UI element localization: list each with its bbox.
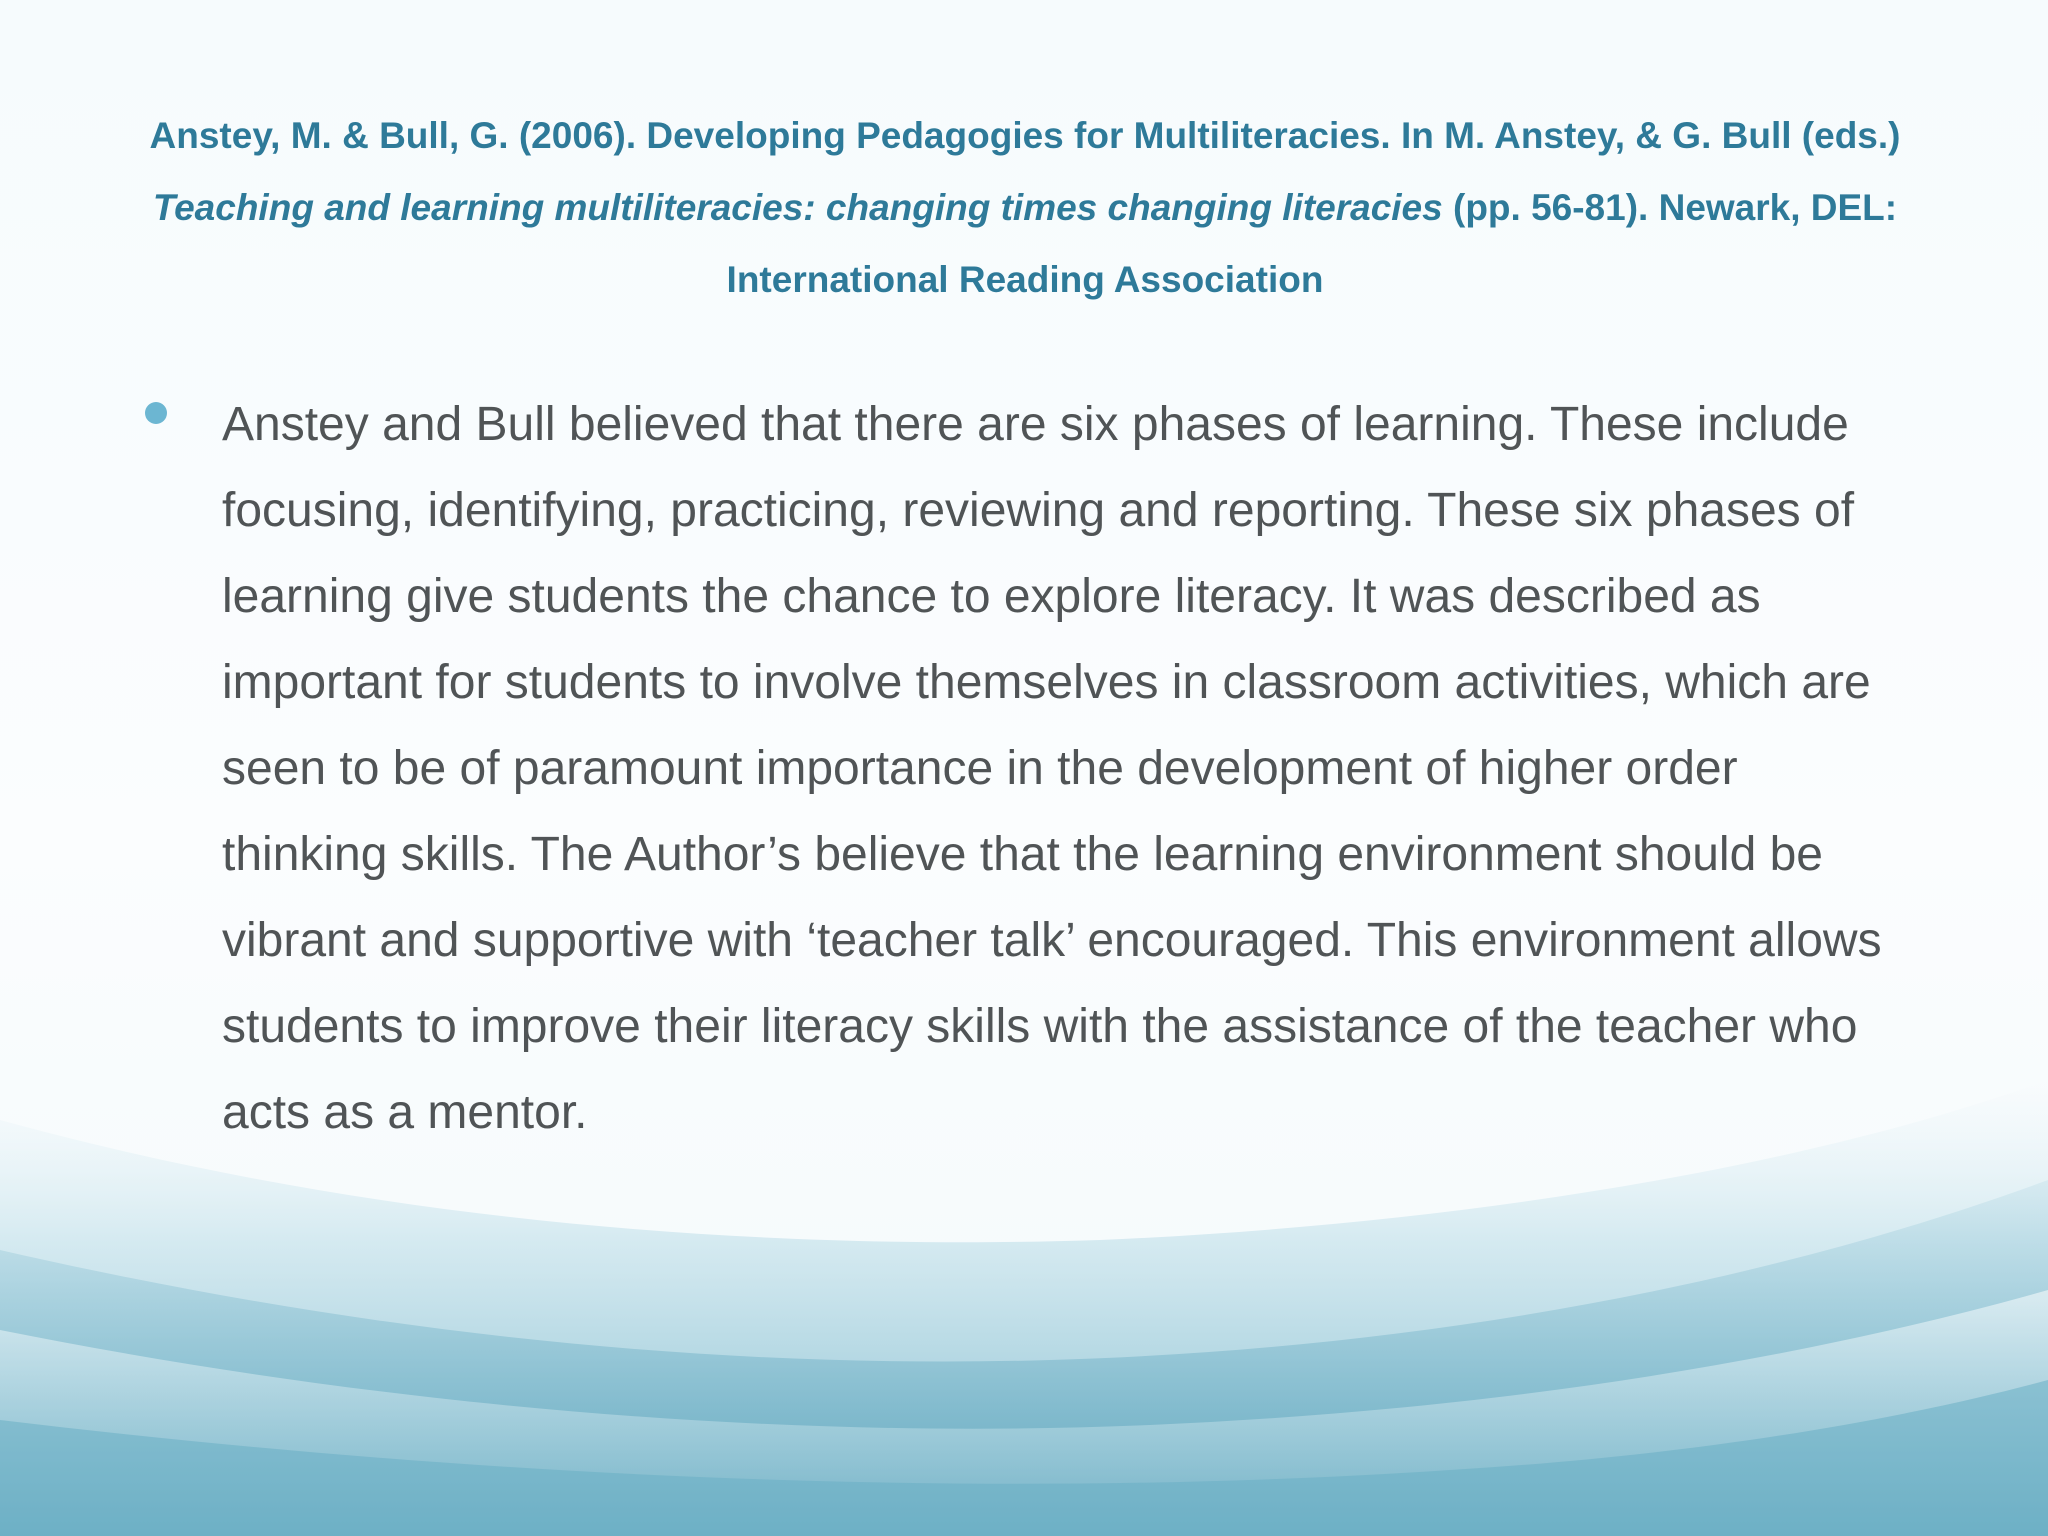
bullet-text: Anstey and Bull believed that there are six phases of learning. These include focusing, identifying, practicing, reviewing and reporting. These six phases of learning give students the chance to explore literacy. It was described as important for students to involve themselves in classroom activities, which are seen to be of paramount importance in the development of higher order thinking skills. The Author’s believe that the learning environment should be vibrant and supportive with ‘teacher talk’ encouraged. This environment allows students to improve their literacy skills with the assistance of the teacher who acts as a mentor. bbox=[222, 398, 1882, 1139]
citation-publication: (pp. 56-81). Newark, DEL: International Reading Association bbox=[726, 187, 1898, 300]
citation-authors: Anstey, M. & Bull, G. (2006). Developing Pedagogies for Multiliteracies. In M. Anstey, & G. Bull (eds.) bbox=[149, 115, 1901, 156]
bullet-icon bbox=[145, 402, 167, 424]
citation-book-title: Teaching and learning multiliteracies: changing times changing literacies bbox=[152, 187, 1443, 228]
citation-reference bbox=[130, 100, 1920, 316]
